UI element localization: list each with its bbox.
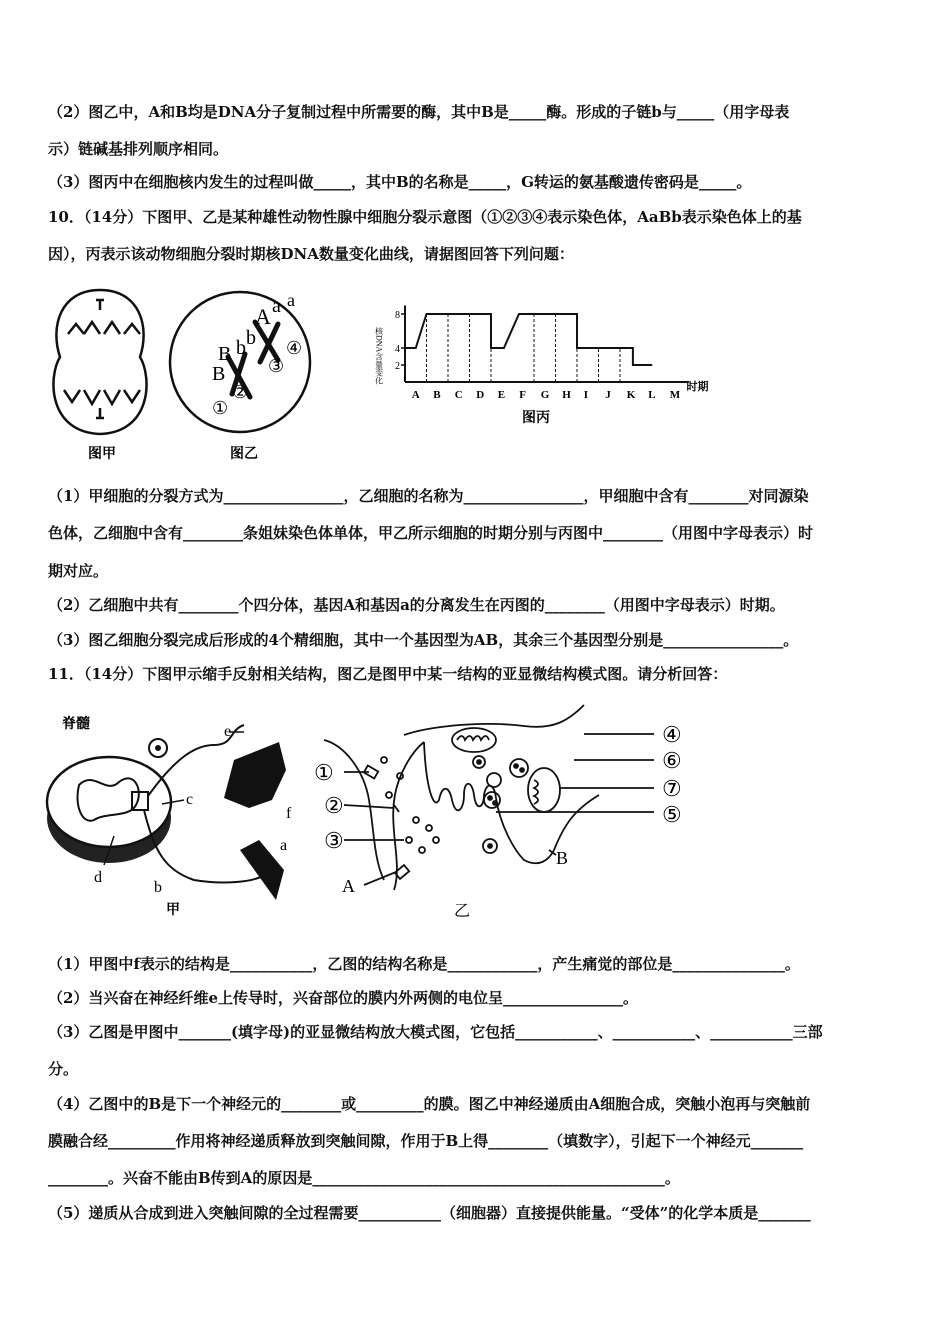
- x-tick-label: C: [454, 389, 463, 401]
- letter-a: a: [280, 837, 288, 854]
- q11-4-line1: （4）乙图中的B是下一个神经元的________或_________的膜。图乙中神经递质由A细胞合成，突触小泡再与突触前: [48, 1095, 811, 1113]
- gene-a: a: [272, 295, 281, 317]
- q11-stem-line: 11．（14分）下图甲示缩手反射相关结构，图乙是图甲中某一结构的亚显微结构模式图。请分析回答：: [48, 665, 728, 683]
- y-tick-label: 2: [395, 361, 400, 372]
- y-tick-label: 4: [395, 344, 400, 355]
- letter-c: c: [186, 791, 194, 808]
- num-2: ②: [324, 793, 344, 818]
- num-3: ③: [324, 828, 344, 853]
- x-tick-label: G: [540, 389, 550, 401]
- q11-3-line1: （3）乙图是甲图中_______(填字母)的亚显微结构放大模式图，它包括___________、___________、___________三部: [48, 1023, 823, 1041]
- num-5: ⑤: [662, 802, 682, 827]
- x-tick-label: D: [476, 389, 485, 401]
- y-tick-label: 8: [395, 310, 400, 321]
- q11-2-line: （2）当兴奋在神经纤维e上传导时，兴奋部位的膜内外两侧的电位呈________________。: [48, 989, 638, 1007]
- x-tick-label: I: [583, 389, 589, 401]
- q11-3-line2: 分。: [48, 1060, 79, 1078]
- x-tick-label: E: [497, 389, 506, 401]
- x-tick-label: J: [605, 389, 611, 401]
- chart-title: 图丙: [522, 411, 550, 426]
- label-yi: 图乙: [230, 447, 258, 462]
- q10-stem-line1: 10．（14分）下图甲、乙是某种雄性动物性腺中细胞分裂示意图（①②③④表示染色体，AaBb表示染色体上的基: [48, 208, 802, 226]
- q10-1-line2: 色体，乙细胞中含有________条姐妹染色体单体，甲乙所示细胞的时期分别与丙图中________（用图中字母表示）时: [48, 524, 814, 542]
- q10-1-line1: （1）甲细胞的分裂方式为________________，乙细胞的名称为________________，甲细胞中含有________对同源染: [48, 487, 809, 505]
- figure-reflex: [44, 700, 744, 925]
- q10-1-line3: 期对应。: [48, 562, 109, 580]
- gene-a: a: [287, 290, 295, 310]
- y-axis-label: 核DNA含量变化: [374, 327, 384, 385]
- gene-b: b: [246, 327, 256, 349]
- q10-stem-line2: 因），丙表示该动物细胞分裂时期核DNA数量变化曲线，请据图回答下列问题：: [48, 245, 574, 263]
- q9-2-line1: （2）图乙中，A和B均是DNA分子复制过程中所需要的酶，其中B是_____酶。形成的子链b与_____（用字母表: [48, 103, 790, 121]
- num-4: ④: [662, 722, 682, 747]
- gene-A: A: [255, 304, 271, 329]
- q11-4-line3: ________。兴奋不能由B传到A的原因是_______________________________________________。: [48, 1169, 680, 1187]
- q11-4-line2: 膜融合经_________作用将神经递质释放到突触间隙，作用于B上得________（填数字），引起下一个神经元_______: [48, 1132, 804, 1150]
- chart-bing: [374, 306, 709, 427]
- label-jizui: 脊髓: [62, 717, 90, 732]
- letter-e: e: [224, 723, 232, 740]
- label-jia2: 甲: [166, 903, 180, 918]
- q9-3-line: （3）图丙中在细胞核内发生的过程叫做_____，其中B的名称是_____，G转运的氨基酸遗传密码是_____。: [48, 173, 752, 191]
- letter-f: f: [286, 805, 292, 822]
- chrom-4: ④: [286, 338, 303, 358]
- q11-1-line: （1）甲图中f表示的结构是___________，乙图的结构名称是____________，产生痛觉的部位是_______________。: [48, 955, 800, 973]
- x-tick-label: M: [669, 389, 681, 401]
- q10-2-line: （2）乙细胞中共有________个四分体，基因A和基因a的分离发生在丙图的________（用图中字母表示）时期。: [48, 596, 785, 614]
- num-1: ①: [314, 760, 334, 785]
- gene-b: b: [236, 337, 246, 359]
- x-tick-label: F: [519, 389, 526, 401]
- gene-B: B: [218, 343, 232, 365]
- cell-jia: [53, 290, 146, 434]
- x-tick-label: A: [411, 389, 420, 401]
- cell-yi: [170, 290, 310, 432]
- label-A: A: [342, 876, 355, 896]
- num-7: ⑦: [662, 776, 682, 801]
- label-jia: 图甲: [88, 447, 116, 462]
- x-tick-label: L: [648, 389, 656, 401]
- num-6: ⑥: [662, 748, 682, 773]
- letter-b: b: [154, 879, 162, 896]
- q11-5-line: （5）递质从合成到进入突触间隙的全过程需要___________（细胞器）直接提供能量。“受体”的化学本质是_______: [48, 1204, 811, 1222]
- chrom-2: ②: [232, 382, 249, 402]
- diagram-yi: [324, 705, 654, 890]
- chrom-3: ③: [268, 356, 285, 376]
- q10-3-line: （3）图乙细胞分裂完成后形成的4个精细胞，其中一个基因型为AB，其余三个基因型分别是________________。: [48, 631, 799, 649]
- x-tick-label: B: [433, 389, 441, 401]
- label-yi2: 乙: [454, 903, 471, 920]
- label-B: B: [556, 848, 569, 868]
- diagram-jia: [47, 715, 292, 918]
- figure-cell-division: [40, 282, 760, 462]
- x-tick-label: K: [626, 389, 636, 401]
- letter-d: d: [94, 869, 102, 886]
- x-axis-label: 时期: [686, 381, 709, 393]
- x-tick-label: H: [562, 389, 571, 401]
- q9-2-line2: 示）链碱基排列顺序相同。: [48, 140, 229, 158]
- dna-curve: [405, 314, 652, 365]
- gene-B: B: [212, 363, 226, 385]
- chrom-1: ①: [212, 398, 229, 418]
